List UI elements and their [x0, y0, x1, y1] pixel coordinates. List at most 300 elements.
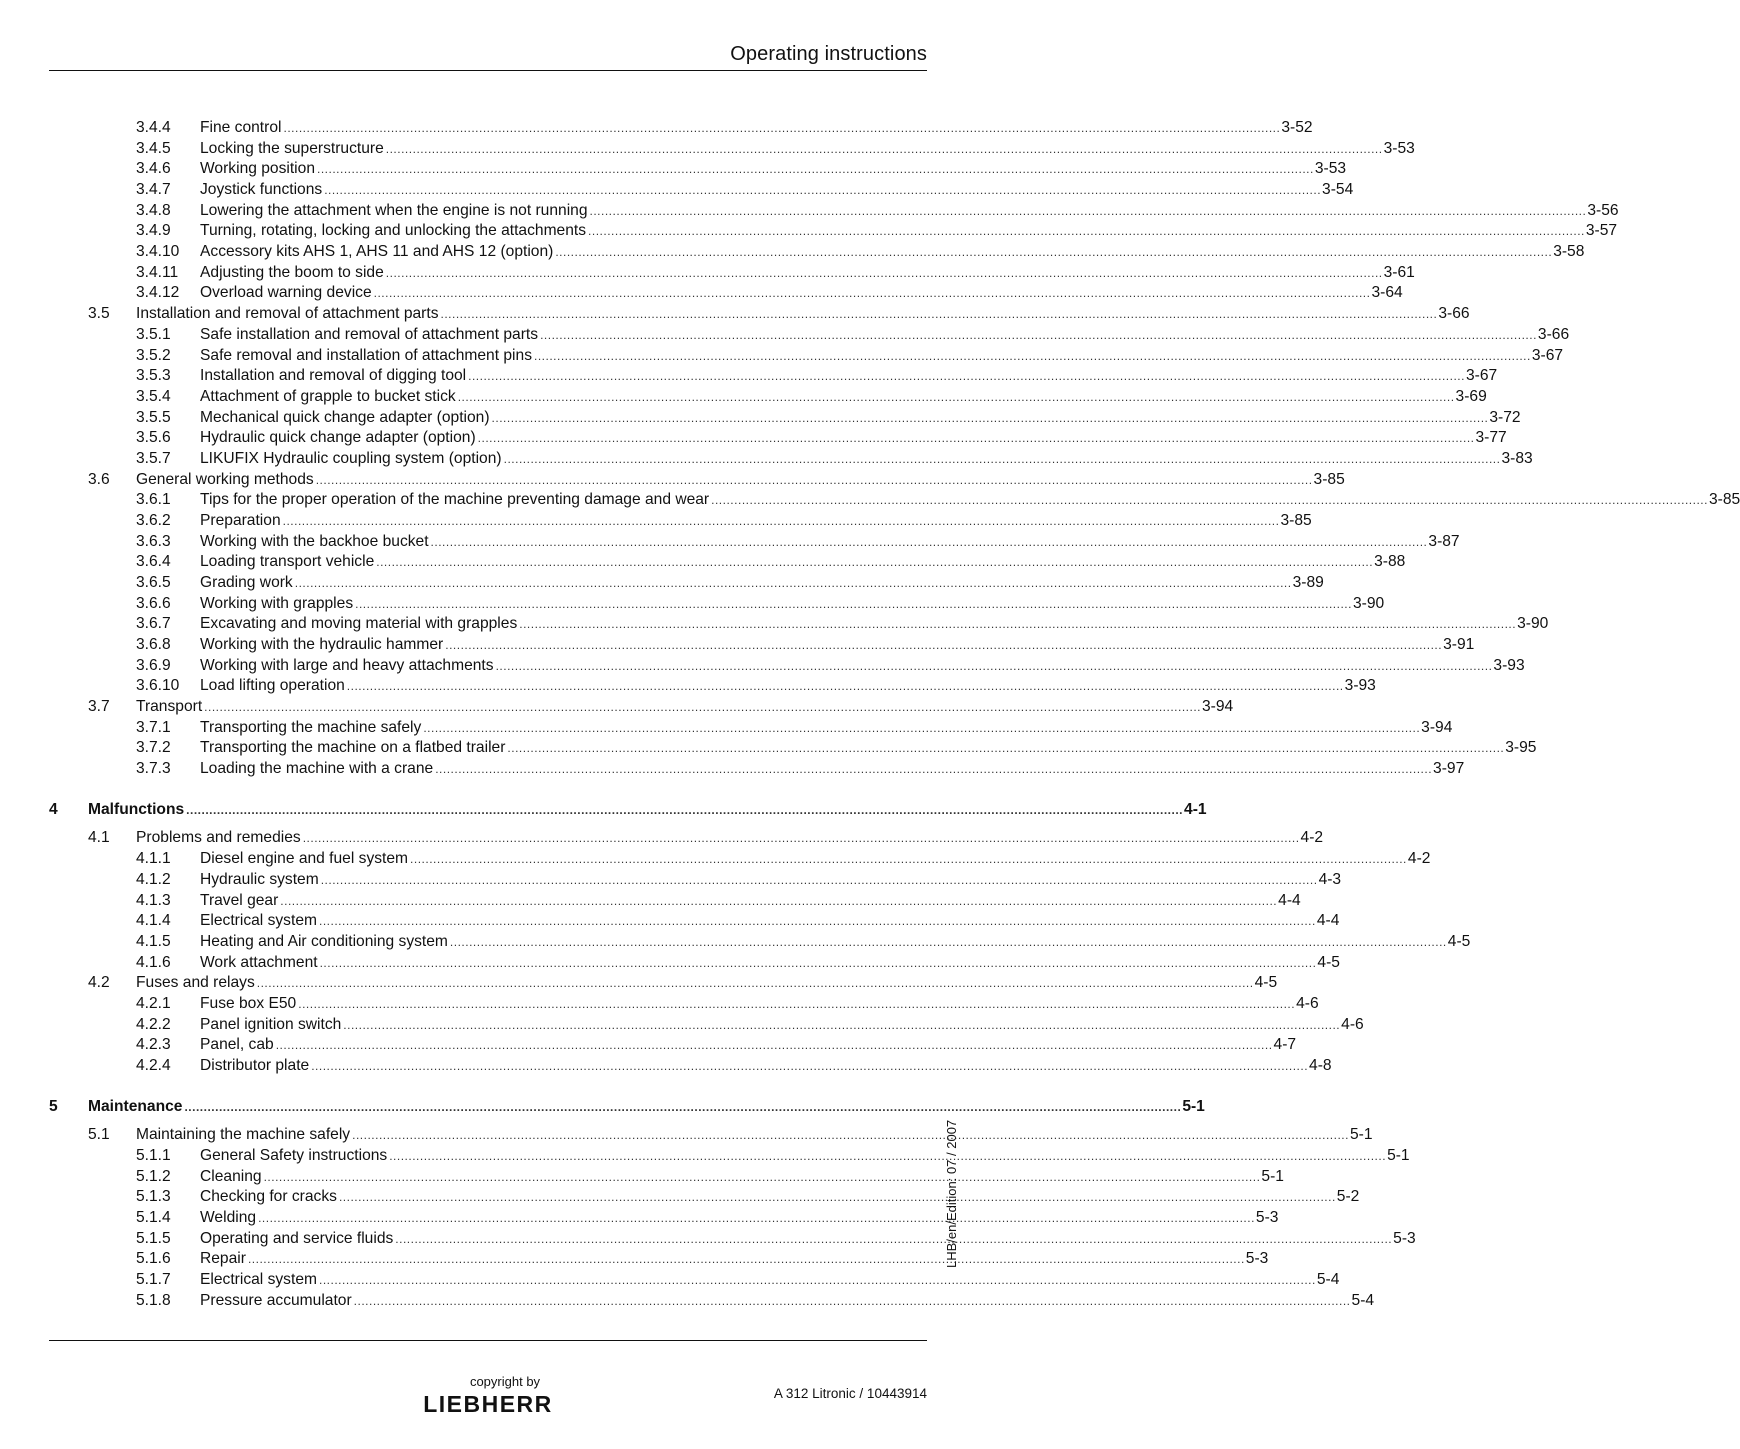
toc-number: 3.6.9 — [136, 656, 171, 674]
toc-entry — [0, 1249, 1269, 1269]
toc-title: Hydraulic quick change adapter (option) — [200, 429, 476, 447]
toc-line — [200, 614, 1549, 634]
toc-line — [200, 366, 1498, 386]
toc-line — [200, 1146, 1410, 1166]
toc-title: Fuses and relays — [136, 974, 255, 992]
toc-title: Pressure accumulator — [200, 1291, 352, 1309]
toc-title: Transport — [136, 698, 203, 715]
toc-number: 5.1.6 — [136, 1250, 171, 1268]
toc-title: Safe removal and installation of attachment pins — [200, 346, 532, 364]
toc-entry — [0, 759, 1465, 779]
toc-number: 4.1.1 — [136, 850, 171, 868]
toc-entry — [0, 870, 1342, 890]
toc-entry — [0, 635, 1475, 655]
toc-number: 5 — [49, 1097, 58, 1115]
toc-page-number: 3-67 — [1465, 367, 1498, 385]
toc-title: Adjusting the boom to side — [200, 263, 384, 281]
toc-leader: .................................................................................................................................................................................................................................................................... — [275, 1038, 1273, 1053]
toc-number: 3.6.1 — [136, 491, 171, 509]
toc-title: Welding — [200, 1209, 257, 1226]
toc-title: Cleaning — [200, 1167, 262, 1185]
toc-page-number: 4-2 — [1300, 829, 1324, 847]
toc-leader: .................................................................................................................................................................................................................................................................... — [389, 1149, 1387, 1163]
toc-leader: .................................................................................................................................................................................................................................................................... — [457, 389, 1455, 404]
toc-leader: .................................................................................................................................................................................................................................................................... — [385, 141, 1383, 156]
toc-title: Distributor plate — [200, 1056, 310, 1074]
toc-title: Loading the machine with a crane — [200, 760, 434, 778]
toc-entry — [0, 849, 1431, 869]
toc-leader: .................................................................................................................................................................................................................................................................... — [430, 534, 1428, 549]
toc-title: Operating and service fluids — [200, 1229, 394, 1247]
toc-line — [200, 449, 1533, 469]
toc-entry — [0, 180, 1354, 200]
toc-page-number: 3-54 — [1322, 181, 1354, 198]
toc-number: 4.2.1 — [136, 994, 171, 1012]
toc-number: 3.7 — [88, 698, 110, 715]
toc-line — [200, 139, 1415, 159]
toc-line — [200, 635, 1475, 655]
toc-number: 3.6.6 — [136, 594, 171, 612]
logo-lettering: LIEBHERR — [423, 1391, 553, 1417]
toc-leader: .................................................................................................................................................................................................................................................................... — [343, 1017, 1341, 1032]
toc-entry — [0, 573, 1324, 593]
toc-line — [200, 1015, 1364, 1035]
toc-line — [200, 346, 1564, 366]
toc-page-number: 5-1 — [1387, 1147, 1410, 1164]
toc-line — [200, 849, 1431, 869]
document-id: A 312 Litronic / 10443914 — [773, 1386, 927, 1401]
toc-title: Accessory kits AHS 1, AHS 11 and AHS 12 (option) — [200, 243, 554, 261]
toc-title: Mechanical quick change adapter (option) — [200, 408, 490, 426]
toc-entry — [0, 283, 1403, 303]
toc-line — [88, 800, 1207, 820]
toc-leader: .................................................................................................................................................................................................................................................................... — [477, 431, 1475, 446]
toc-number: 3.6.7 — [136, 615, 171, 633]
toc-page-number: 4-6 — [1296, 994, 1319, 1012]
toc-title: Repair — [200, 1250, 246, 1268]
toc-number: 3.4.8 — [136, 201, 171, 219]
toc-title: General working methods — [136, 470, 314, 488]
toc-entry — [0, 366, 1498, 386]
toc-number: 4.1.5 — [136, 932, 171, 950]
toc-leader: .................................................................................................................................................................................................................................................................... — [385, 265, 1383, 280]
toc-leader: .................................................................................................................................................................................................................................................................... — [263, 1169, 1261, 1184]
toc-number: 3.5.2 — [136, 346, 171, 364]
toc-line — [200, 676, 1376, 696]
toc-entry — [0, 1167, 1284, 1187]
toc-line — [200, 242, 1585, 262]
toc-title: Lowering the attachment when the engine is not running — [200, 201, 588, 219]
toc-leader: .................................................................................................................................................................................................................................................................... — [298, 996, 1296, 1011]
toc-line — [200, 387, 1487, 407]
toc-title: Tips for the proper operation of the machine preventing damage and wear — [200, 491, 710, 509]
toc-line — [200, 511, 1312, 531]
toc-line — [200, 1056, 1332, 1076]
toc-entry — [0, 1291, 1375, 1311]
toc-page-number: 3-90 — [1352, 594, 1385, 612]
toc-page-number: 3-90 — [1517, 615, 1549, 633]
toc-page-number: 3-61 — [1383, 263, 1415, 281]
toc-leader: .................................................................................................................................................................................................................................................................... — [247, 1252, 1245, 1267]
edition-note: LHB/en/Edition: 07 / 2007 — [944, 1119, 959, 1268]
toc-number: 5.1.8 — [136, 1291, 171, 1309]
toc-entry — [0, 1229, 1416, 1249]
toc-entry — [0, 800, 1207, 820]
toc-entry — [0, 973, 1278, 993]
toc-line — [200, 656, 1525, 676]
toc-entry — [0, 201, 1619, 221]
toc-leader: .................................................................................................................................................................................................................................................................... — [324, 183, 1322, 197]
toc-number: 4 — [49, 800, 58, 818]
toc-page-number: 3-77 — [1475, 429, 1507, 447]
toc-entry — [0, 1035, 1297, 1055]
toc-leader: .................................................................................................................................................................................................................................................................... — [589, 203, 1587, 218]
toc-leader: .................................................................................................................................................................................................................................................................... — [440, 307, 1438, 322]
toc-number: 5.1.2 — [136, 1167, 171, 1185]
toc-line — [136, 1125, 1373, 1145]
toc-line — [200, 891, 1301, 911]
toc-line — [200, 490, 1740, 510]
toc-number: 3.4.10 — [136, 243, 180, 261]
toc-line — [200, 552, 1406, 572]
toc-leader: .................................................................................................................................................................................................................................................................... — [186, 802, 1184, 817]
toc-title: Electrical system — [200, 1271, 317, 1288]
toc-number: 3.7.2 — [136, 739, 171, 757]
toc-title: Working with the hydraulic hammer — [200, 636, 444, 653]
toc-number: 3.6.10 — [136, 677, 180, 695]
toc-entry — [0, 697, 1234, 717]
toc-page-number: 3-85 — [1313, 470, 1345, 488]
toc-title: Maintenance — [88, 1097, 183, 1115]
toc-line — [200, 180, 1354, 200]
toc-title: Maintaining the machine safely — [136, 1126, 351, 1144]
toc-entry — [0, 911, 1340, 931]
toc-number: 4.1.3 — [136, 891, 171, 909]
toc-title: Heating and Air conditioning system — [200, 932, 448, 950]
toc-leader: .................................................................................................................................................................................................................................................................... — [256, 976, 1254, 991]
toc-line — [200, 932, 1471, 952]
toc-entry — [0, 1208, 1279, 1228]
toc-title: Work attachment — [200, 953, 318, 971]
toc-leader: .................................................................................................................................................................................................................................................................... — [302, 831, 1300, 846]
toc-entry — [0, 449, 1533, 469]
toc-entry — [0, 828, 1324, 848]
toc-title: Working with large and heavy attachments — [200, 656, 494, 674]
toc-page-number: 3-69 — [1455, 387, 1487, 405]
toc-line — [200, 1187, 1360, 1207]
toc-leader: .................................................................................................................................................................................................................................................................... — [588, 224, 1585, 239]
toc-page-number: 3-52 — [1281, 119, 1313, 136]
toc-title: Panel ignition switch — [200, 1015, 342, 1033]
toc-entry — [0, 532, 1460, 552]
toc-leader: .................................................................................................................................................................................................................................................................... — [317, 162, 1314, 177]
toc-leader: .................................................................................................................................................................................................................................................................... — [258, 1211, 1255, 1225]
toc-entry — [0, 511, 1312, 531]
toc-leader: .................................................................................................................................................................................................................................................................... — [318, 1273, 1316, 1287]
toc-leader: .................................................................................................................................................................................................................................................................... — [555, 245, 1553, 260]
toc-page-number: 3-66 — [1438, 305, 1470, 323]
toc-number: 3.5 — [88, 305, 110, 323]
toc-page-number: 5-4 — [1316, 1271, 1340, 1288]
toc-leader: .................................................................................................................................................................................................................................................................... — [184, 1099, 1182, 1114]
toc-title: Locking the superstructure — [200, 139, 384, 157]
toc-entry — [0, 263, 1415, 283]
toc-number: 5.1.4 — [136, 1209, 171, 1226]
toc-leader: .................................................................................................................................................................................................................................................................... — [435, 762, 1433, 777]
toc-leader: .................................................................................................................................................................................................................................................................... — [318, 914, 1316, 929]
toc-page-number: 3-88 — [1374, 553, 1406, 571]
toc-page-number: 3-53 — [1314, 160, 1347, 178]
toc-title: Electrical system — [200, 912, 317, 930]
toc-line — [200, 1249, 1269, 1269]
toc-number: 3.7.3 — [136, 760, 171, 778]
toc-line — [136, 828, 1324, 848]
toc-title: Load lifting operation — [200, 677, 345, 695]
toc-page-number: 4-1 — [1184, 800, 1207, 818]
toc-line — [136, 304, 1470, 324]
toc-leader: .................................................................................................................................................................................................................................................................... — [534, 348, 1531, 363]
toc-line — [88, 1097, 1205, 1117]
toc-entry — [0, 304, 1470, 324]
toc-title: Checking for cracks — [200, 1188, 337, 1206]
toc-number: 3.6.8 — [136, 636, 171, 653]
toc-title: Loading transport vehicle — [200, 553, 375, 571]
toc-entry — [0, 242, 1585, 262]
toc-page-number: 3-85 — [1280, 511, 1312, 529]
toc-page-number: 4-5 — [1254, 974, 1278, 992]
toc-number: 4.2.4 — [136, 1056, 171, 1074]
toc-entry — [0, 118, 1313, 138]
toc-title: General Safety instructions — [200, 1147, 388, 1164]
toc-title: Working with grapples — [200, 594, 354, 612]
toc-number: 4.2.2 — [136, 1015, 171, 1033]
toc-title: Malfunctions — [88, 800, 185, 818]
toc-line — [200, 201, 1619, 221]
toc-title: Installation and removal of attachment parts — [136, 305, 439, 323]
toc-line — [200, 283, 1403, 303]
toc-page-number: 3-58 — [1553, 243, 1585, 261]
toc-title: LIKUFIX Hydraulic coupling system (option) — [200, 449, 502, 467]
toc-leader: .................................................................................................................................................................................................................................................................... — [519, 617, 1517, 632]
toc-number: 3.4.4 — [136, 119, 171, 136]
toc-page-number: 5-4 — [1351, 1291, 1375, 1309]
toc-leader: .................................................................................................................................................................................................................................................................... — [410, 852, 1407, 867]
toc-page-number: 4-5 — [1317, 953, 1340, 971]
toc-title: Transporting the machine on a flatbed trailer — [200, 739, 506, 757]
toc-number: 3.4.12 — [136, 284, 180, 302]
liebherr-logo — [408, 1392, 568, 1416]
toc-line — [200, 159, 1347, 179]
toc-line — [200, 263, 1415, 283]
toc-entry — [0, 1015, 1364, 1035]
toc-line — [200, 221, 1618, 241]
toc-leader: .................................................................................................................................................................................................................................................................... — [373, 286, 1371, 301]
toc-leader: .................................................................................................................................................................................................................................................................... — [280, 893, 1278, 908]
toc-entry — [0, 932, 1471, 952]
toc-page-number: 3-64 — [1371, 284, 1403, 302]
toc-number: 3.5.1 — [136, 325, 171, 343]
toc-title: Overload warning device — [200, 284, 372, 302]
toc-entry — [0, 428, 1507, 448]
toc-page-number: 3-53 — [1383, 139, 1415, 157]
toc-line — [200, 428, 1507, 448]
toc-line — [200, 118, 1313, 138]
toc-leader: .................................................................................................................................................................................................................................................................... — [352, 1128, 1349, 1143]
toc-entry — [0, 1125, 1373, 1145]
toc-page-number: 3-93 — [1344, 677, 1376, 695]
toc-leader: .................................................................................................................................................................................................................................................................... — [283, 121, 1281, 135]
toc-number: 3.4.7 — [136, 181, 171, 198]
toc-line — [200, 1035, 1297, 1055]
toc-page-number: 4-4 — [1278, 891, 1301, 909]
toc-page-number: 4-6 — [1341, 1015, 1364, 1033]
toc-leader: .................................................................................................................................................................................................................................................................... — [294, 576, 1292, 590]
toc-leader: .................................................................................................................................................................................................................................................................... — [495, 658, 1493, 673]
toc-line — [200, 911, 1340, 931]
toc-number: 4.2.3 — [136, 1036, 171, 1054]
toc-page-number: 5-1 — [1349, 1126, 1373, 1144]
toc-line — [200, 738, 1537, 758]
toc-leader: .................................................................................................................................................................................................................................................................... — [445, 638, 1443, 652]
toc-line — [200, 594, 1385, 614]
toc-number: 3.5.4 — [136, 387, 171, 405]
toc-line — [200, 953, 1340, 973]
toc-number: 3.4.11 — [136, 263, 179, 281]
toc-page-number: 3-67 — [1531, 346, 1564, 364]
toc-entry — [0, 656, 1525, 676]
toc-leader: .................................................................................................................................................................................................................................................................... — [540, 327, 1537, 342]
toc-leader: .................................................................................................................................................................................................................................................................... — [320, 872, 1318, 887]
toc-entry — [0, 159, 1347, 179]
toc-page-number: 3-56 — [1587, 201, 1619, 219]
toc-leader: .................................................................................................................................................................................................................................................................... — [346, 679, 1344, 694]
toc-title: Problems and remedies — [136, 829, 301, 847]
toc-number: 4.2 — [88, 974, 110, 992]
toc-entry — [0, 1146, 1410, 1166]
toc-leader: .................................................................................................................................................................................................................................................................... — [338, 1190, 1336, 1205]
toc-leader: .................................................................................................................................................................................................................................................................... — [376, 555, 1374, 570]
toc-page-number: 5-1 — [1182, 1097, 1205, 1115]
toc-title: Transporting the machine safely — [200, 718, 422, 736]
toc-entry — [0, 594, 1385, 614]
toc-number: 4.1.4 — [136, 912, 171, 930]
toc-page-number: 3-94 — [1421, 718, 1453, 736]
toc-number: 3.6.2 — [136, 511, 171, 529]
toc-number: 4.1 — [88, 829, 110, 847]
toc-entry — [0, 552, 1406, 572]
toc-entry — [0, 994, 1319, 1014]
toc-page-number: 4-7 — [1273, 1036, 1297, 1054]
toc-page-number: 3-57 — [1585, 222, 1618, 240]
toc-number: 3.4.9 — [136, 222, 171, 240]
toc-page-number: 3-85 — [1708, 491, 1740, 509]
toc-title: Working position — [200, 160, 315, 178]
toc-title: Panel, cab — [200, 1036, 274, 1054]
toc-line — [200, 1291, 1375, 1311]
toc-leader: .................................................................................................................................................................................................................................................................... — [711, 493, 1708, 508]
toc-number: 5.1 — [88, 1126, 110, 1144]
toc-leader: .................................................................................................................................................................................................................................................................... — [503, 451, 1501, 466]
toc-leader: .................................................................................................................................................................................................................................................................... — [507, 741, 1505, 756]
toc-leader: .................................................................................................................................................................................................................................................................... — [395, 1231, 1393, 1246]
toc-entry — [0, 1097, 1205, 1117]
toc-title: Travel gear — [200, 891, 279, 909]
toc-entry — [0, 953, 1340, 973]
toc-line — [200, 1167, 1284, 1187]
toc-number: 3.6.4 — [136, 553, 171, 571]
toc-line — [136, 697, 1234, 717]
toc-entry — [0, 470, 1345, 490]
toc-title: Excavating and moving material with grapples — [200, 615, 518, 633]
toc-entry — [0, 676, 1376, 696]
toc-page-number: 3-72 — [1489, 408, 1521, 426]
toc-number: 3.6.3 — [136, 532, 171, 550]
toc-number: 3.6.5 — [136, 574, 171, 591]
toc-number: 3.4.5 — [136, 139, 171, 157]
toc-page-number: 4-5 — [1447, 932, 1471, 950]
toc-line — [200, 718, 1453, 738]
toc-page-number: 3-89 — [1292, 574, 1324, 591]
toc-title: Working with the backhoe bucket — [200, 532, 429, 550]
toc-entry — [0, 1056, 1332, 1076]
toc-page-number: 3-66 — [1537, 325, 1570, 343]
toc-line — [200, 759, 1465, 779]
toc-page-number: 5-3 — [1255, 1209, 1279, 1226]
footer-rule — [49, 1340, 927, 1341]
toc-page-number: 3-83 — [1501, 449, 1533, 467]
toc-leader: .................................................................................................................................................................................................................................................................... — [355, 596, 1352, 611]
toc-entry — [0, 738, 1537, 758]
toc-number: 5.1.7 — [136, 1271, 171, 1288]
toc-title: Grading work — [200, 574, 293, 591]
toc-title: Attachment of grapple to bucket stick — [200, 387, 456, 405]
toc-page-number: 3-94 — [1202, 698, 1234, 715]
toc-page-number: 5-2 — [1336, 1188, 1360, 1206]
toc-line — [136, 973, 1278, 993]
toc-title: Safe installation and removal of attachment parts — [200, 325, 539, 343]
toc-leader: .................................................................................................................................................................................................................................................................... — [311, 1058, 1309, 1073]
liebherr-logo-icon — [408, 1392, 568, 1416]
toc-leader: .................................................................................................................................................................................................................................................................... — [315, 472, 1313, 487]
toc-entry — [0, 891, 1301, 911]
toc-title: Preparation — [200, 511, 281, 529]
page-title: Operating instructions — [730, 43, 927, 65]
toc-number: 4.1.6 — [136, 953, 171, 971]
toc-line — [200, 573, 1324, 593]
toc-page-number: 5-3 — [1393, 1229, 1416, 1247]
toc-entry — [0, 408, 1521, 428]
toc-leader: .................................................................................................................................................................................................................................................................... — [319, 955, 1317, 970]
copyright-label: copyright by — [469, 1374, 541, 1389]
toc-page-number: 5-1 — [1261, 1167, 1284, 1185]
toc-number: 5.1.1 — [136, 1147, 171, 1164]
toc-line — [200, 994, 1319, 1014]
toc-leader: .................................................................................................................................................................................................................................................................... — [353, 1293, 1351, 1308]
toc-page-number: 3-95 — [1505, 739, 1537, 757]
toc-number: 4.1.2 — [136, 870, 171, 888]
toc-title: Turning, rotating, locking and unlocking the attachments — [200, 222, 587, 240]
toc-line — [200, 1270, 1340, 1290]
toc-entry — [0, 139, 1415, 159]
toc-page-number: 4-2 — [1407, 850, 1431, 868]
toc-line — [200, 325, 1570, 345]
toc-number: 3.7.1 — [136, 718, 171, 736]
toc-number: 5.1.5 — [136, 1229, 171, 1247]
toc-leader: .................................................................................................................................................................................................................................................................... — [449, 934, 1447, 949]
toc-title: Hydraulic system — [200, 870, 319, 888]
toc-title: Installation and removal of digging tool — [200, 367, 467, 385]
toc-leader: .................................................................................................................................................................................................................................................................... — [423, 720, 1421, 735]
